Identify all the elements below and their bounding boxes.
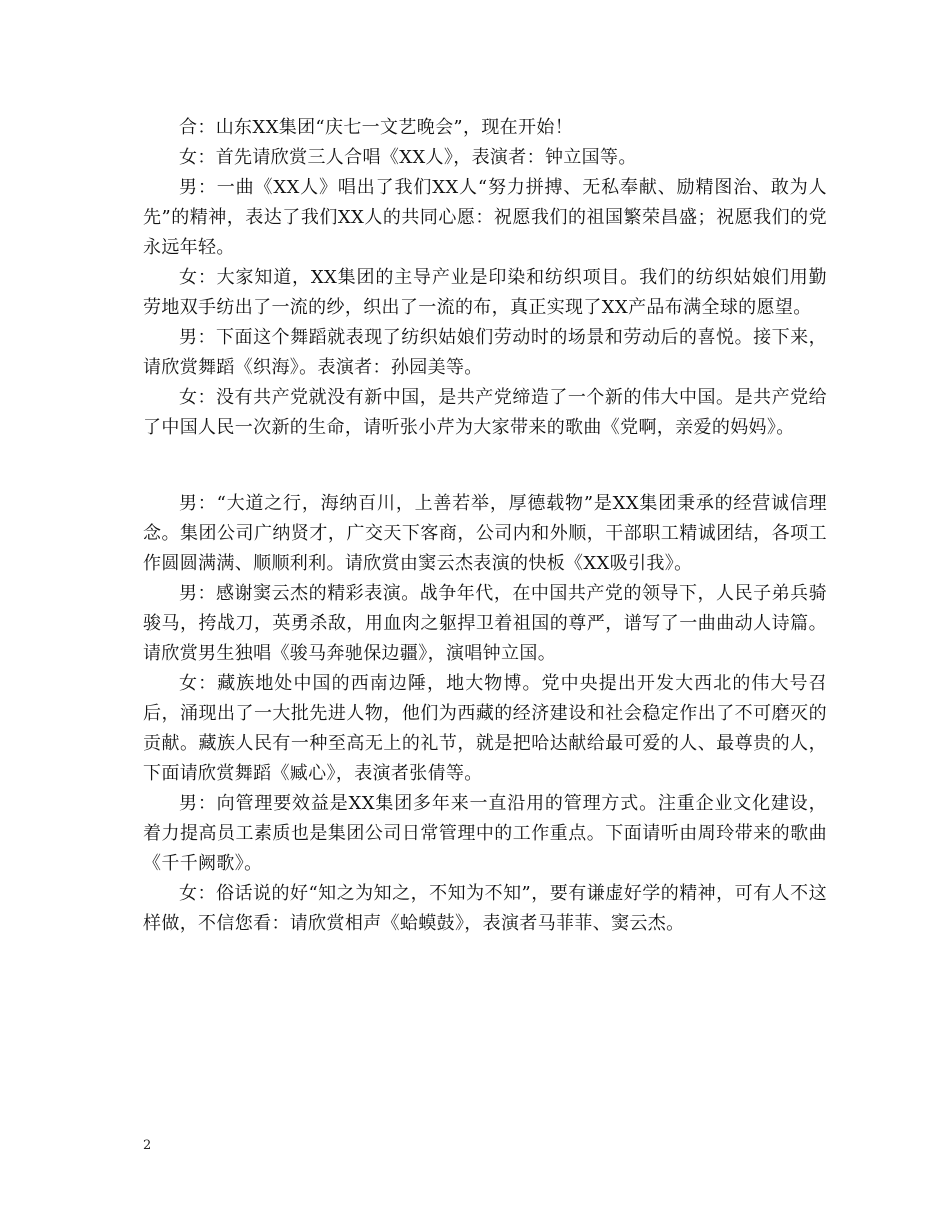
paragraph-weaving-dance: 男：下面这个舞蹈就表现了纺织姑娘们劳动时的场景和劳动后的喜悦。接下来，请欣赏舞蹈《织海》。表演者：孙园美等。	[143, 327, 827, 378]
paragraph-opening: 合：山东XX集团“庆七一文艺晚会”，现在开始！	[179, 117, 574, 138]
paragraph-crosstalk: 女：俗话说的好“知之为知之，不知为不知”，要有谦虚好学的精神，可有人不这样做，不信您看：请欣赏相声《蛤蟆鼓》，表演者马菲菲、窦云杰。	[143, 883, 827, 934]
page-number: 2	[143, 1138, 152, 1153]
paragraph-gap	[143, 443, 827, 489]
paragraph-xx-people-song: 男：一曲《XX人》唱出了我们XX人“努力拼搏、无私奉献、励精图治、敢为人先”的精神，表达了我们XX人的共同心愿：祝愿我们的祖国繁荣昌盛；祝愿我们的党永远年轻。	[143, 177, 827, 258]
paragraph-business-philosophy: 男：“大道之行，海纳百川，上善若举，厚德载物”是XX集团秉承的经营诚信理念。集团公司广纳贤才，广交天下客商，公司内和外顺，干部职工精诚团结，各项工作圆圆满满、顺顺利利。请欣赏由窦云杰表演的快板《XX吸引我》。	[143, 493, 827, 574]
paragraph-tibet-dance: 女：藏族地处中国的西南边陲，地大物博。党中央提出开发大西北的伟大号召后，涌现出了一大批先进人物，他们为西藏的经济建设和社会稳定作出了不可磨灭的贡献。藏族人民有一种至高无上的礼节，就是把哈达献给最可爱的人、最尊贵的人，下面请欣赏舞蹈《臧心》，表演者张倩等。	[143, 673, 827, 784]
paragraph-male-solo: 男：感谢窦云杰的精彩表演。战争年代，在中国共产党的领导下，人民子弟兵骑骏马，挎战刀，英勇杀敌，用血肉之躯捍卫着祖国的尊严，谱写了一曲曲动人诗篇。请欣赏男生独唱《骏马奔驰保边疆》，演唱钟立国。	[143, 583, 827, 664]
paragraph-party-song: 女：没有共产党就没有新中国，是共产党缔造了一个新的伟大中国。是共产党给了中国人民一次新的生命，请听张小芹为大家带来的歌曲《党啊，亲爱的妈妈》。	[143, 387, 827, 438]
paragraph-textile-industry: 女：大家知道，XX集团的主导产业是印染和纺织项目。我们的纺织姑娘们用勤劳地双手纺出了一流的纱，织出了一流的布，真正实现了XX产品布满全球的愿望。	[143, 267, 827, 318]
paragraph-first-performance: 女：首先请欣赏三人合唱《XX人》，表演者：钟立国等。	[179, 147, 637, 168]
document-body	[143, 113, 827, 939]
paragraph-management-song: 男：向管理要效益是XX集团多年来一直沿用的管理方式。注重企业文化建设，着力提高员工素质也是集团公司日常管理中的工作重点。下面请听由周玲带来的歌曲《千千阙歌》。	[143, 793, 827, 874]
